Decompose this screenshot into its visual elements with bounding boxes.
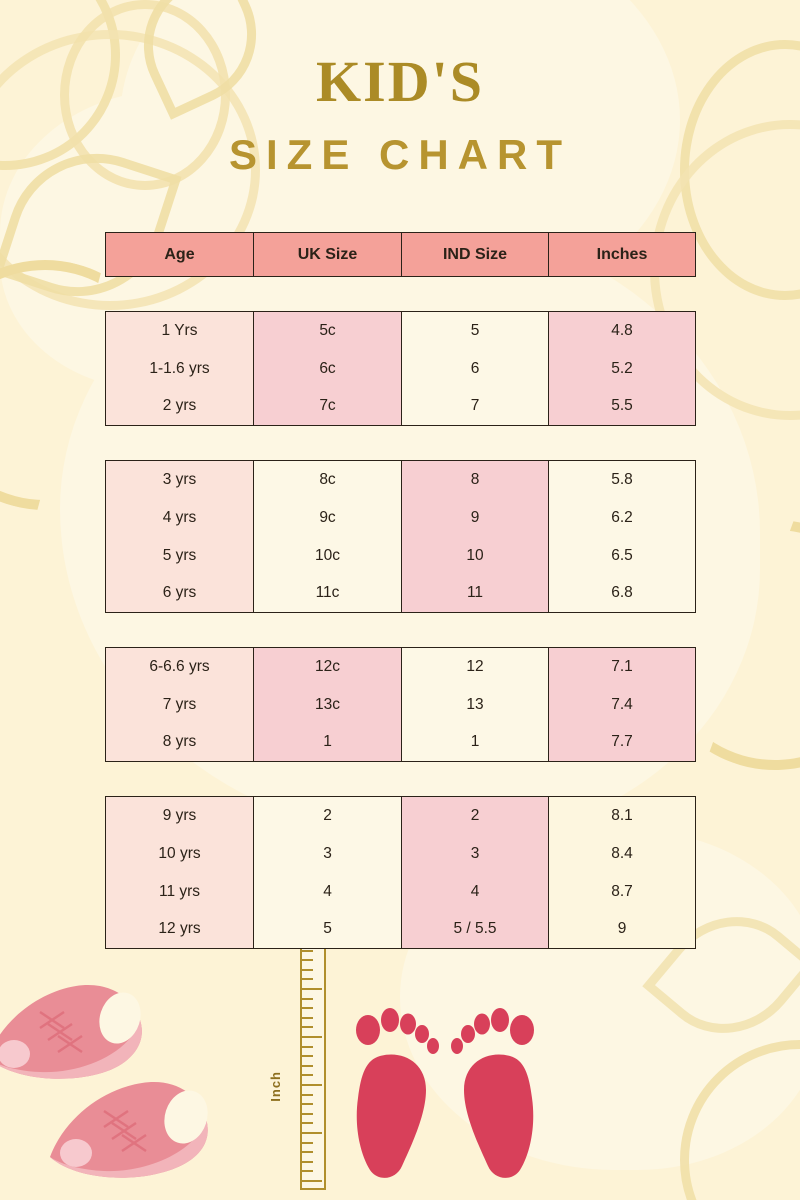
cell-uk-size: 11c <box>254 575 402 613</box>
size-table-group-4 <box>105 796 696 949</box>
cell-ind-size: 12 <box>402 648 549 686</box>
table-row <box>106 686 696 724</box>
cell-uk-size: 13c <box>254 686 402 724</box>
cell-age: 2 yrs <box>106 388 254 426</box>
cell-age: 1 Yrs <box>106 312 254 350</box>
table-header-row <box>106 233 696 277</box>
spacer <box>105 277 695 311</box>
size-table-group-2 <box>105 460 696 613</box>
cell-inches: 4.8 <box>549 312 696 350</box>
column-header-inches: Inches <box>549 233 696 277</box>
cell-uk-size: 7c <box>254 388 402 426</box>
table-row <box>106 911 696 949</box>
table-row <box>106 388 696 426</box>
ruler-tick <box>302 1094 313 1096</box>
cell-ind-size: 6 <box>402 350 549 388</box>
spacer <box>105 426 695 460</box>
ruler-tick <box>302 1084 322 1086</box>
cell-inches: 6.2 <box>549 499 696 537</box>
table-row <box>106 461 696 499</box>
table-row <box>106 350 696 388</box>
ruler-tick <box>302 1151 313 1153</box>
cell-uk-size: 2 <box>254 797 402 835</box>
cell-uk-size: 8c <box>254 461 402 499</box>
cell-age: 6-6.6 yrs <box>106 648 254 686</box>
cell-inches: 9 <box>549 911 696 949</box>
cell-uk-size: 9c <box>254 499 402 537</box>
sneaker-illustration <box>40 1057 240 1192</box>
cell-ind-size: 9 <box>402 499 549 537</box>
column-header-ind-size: IND Size <box>402 233 549 277</box>
ruler-tick <box>302 1007 313 1009</box>
table-row <box>106 499 696 537</box>
cell-age: 11 yrs <box>106 873 254 911</box>
cell-inches: 7.4 <box>549 686 696 724</box>
ruler-tick <box>302 969 313 971</box>
ruler-label: Inch <box>268 1071 283 1102</box>
title-subtitle: SIZE CHART <box>229 131 571 178</box>
cell-age: 8 yrs <box>106 724 254 762</box>
cell-uk-size: 6c <box>254 350 402 388</box>
ruler-illustration <box>300 945 326 1190</box>
cell-ind-size: 13 <box>402 686 549 724</box>
cell-ind-size: 1 <box>402 724 549 762</box>
ruler-tick <box>302 998 313 1000</box>
cell-inches: 7.7 <box>549 724 696 762</box>
ruler-tick <box>302 1074 313 1076</box>
ruler-tick <box>302 1017 313 1019</box>
cell-inches: 5.5 <box>549 388 696 426</box>
cell-ind-size: 7 <box>402 388 549 426</box>
cell-ind-size: 2 <box>402 797 549 835</box>
table-row <box>106 575 696 613</box>
ruler-tick <box>302 1132 322 1134</box>
cell-uk-size: 5 <box>254 911 402 949</box>
cell-ind-size: 11 <box>402 575 549 613</box>
cell-ind-size: 10 <box>402 537 549 575</box>
ruler-tick <box>302 1065 313 1067</box>
ruler-tick <box>302 988 322 990</box>
bottom-artwork <box>0 930 800 1200</box>
spacer <box>105 762 695 796</box>
column-header-uk-size: UK Size <box>254 233 402 277</box>
ruler-tick <box>302 1122 313 1124</box>
ruler-tick <box>302 1170 313 1172</box>
ruler-tick <box>302 978 313 980</box>
cell-age: 9 yrs <box>106 797 254 835</box>
cell-inches: 5.2 <box>549 350 696 388</box>
cell-inches: 8.1 <box>549 797 696 835</box>
ruler-tick <box>302 1026 313 1028</box>
footprints-illustration <box>340 998 550 1188</box>
ruler-tick <box>302 1103 313 1105</box>
cell-uk-size: 5c <box>254 312 402 350</box>
cell-age: 10 yrs <box>106 835 254 873</box>
cell-inches: 7.1 <box>549 648 696 686</box>
title-main: KID'S <box>316 49 484 114</box>
cell-inches: 6.8 <box>549 575 696 613</box>
table-row <box>106 835 696 873</box>
table-row <box>106 724 696 762</box>
cell-uk-size: 4 <box>254 873 402 911</box>
ruler-tick <box>302 950 313 952</box>
cell-age: 12 yrs <box>106 911 254 949</box>
cell-inches: 5.8 <box>549 461 696 499</box>
cell-uk-size: 3 <box>254 835 402 873</box>
size-table-group-1 <box>105 311 696 426</box>
ruler-tick <box>302 1161 313 1163</box>
ruler-tick <box>302 1142 313 1144</box>
ruler-tick <box>302 1180 322 1182</box>
cell-inches: 8.7 <box>549 873 696 911</box>
size-table-group-3 <box>105 647 696 762</box>
cell-age: 1-1.6 yrs <box>106 350 254 388</box>
ruler-tick <box>302 1036 322 1038</box>
cell-uk-size: 1 <box>254 724 402 762</box>
cell-ind-size: 8 <box>402 461 549 499</box>
size-table-header <box>105 232 696 277</box>
cell-uk-size: 10c <box>254 537 402 575</box>
table-row <box>106 312 696 350</box>
cell-uk-size: 12c <box>254 648 402 686</box>
cell-inches: 6.5 <box>549 537 696 575</box>
ruler-tick <box>302 959 313 961</box>
table-row <box>106 537 696 575</box>
cell-ind-size: 5 <box>402 312 549 350</box>
table-row <box>106 648 696 686</box>
ruler-tick <box>302 1046 313 1048</box>
table-row <box>106 797 696 835</box>
cell-age: 5 yrs <box>106 537 254 575</box>
page-title <box>0 48 800 179</box>
cell-age: 7 yrs <box>106 686 254 724</box>
size-tables <box>105 232 695 949</box>
cell-age: 3 yrs <box>106 461 254 499</box>
ruler-tick <box>302 1113 313 1115</box>
cell-ind-size: 4 <box>402 873 549 911</box>
cell-ind-size: 5 / 5.5 <box>402 911 549 949</box>
cell-age: 4 yrs <box>106 499 254 537</box>
cell-ind-size: 3 <box>402 835 549 873</box>
cell-age: 6 yrs <box>106 575 254 613</box>
column-header-age: Age <box>106 233 254 277</box>
cell-inches: 8.4 <box>549 835 696 873</box>
spacer <box>105 613 695 647</box>
ruler-tick <box>302 1055 313 1057</box>
table-row <box>106 873 696 911</box>
